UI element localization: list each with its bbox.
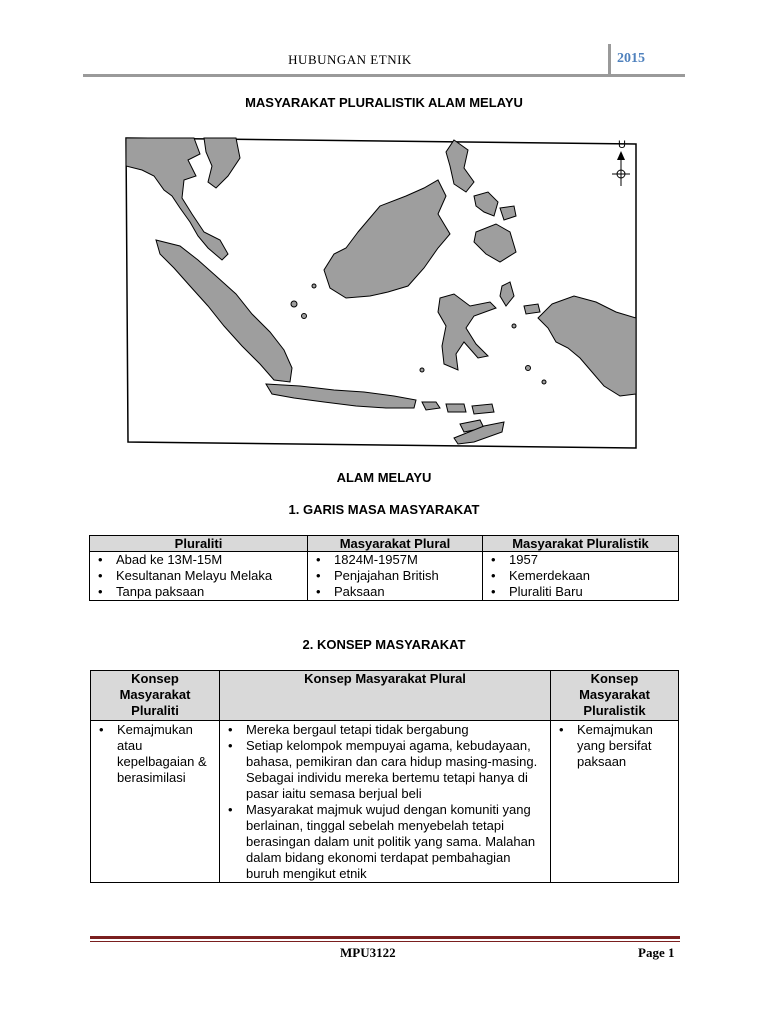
section2-heading: 2. KONSEP MASYARAKAT [302,637,466,652]
section1-heading: 1. GARIS MASA MASYARAKAT [288,502,480,517]
header-divider [608,44,611,76]
footer-page-number: Page 1 [638,945,675,960]
list-item: • Setiap kelompok mempuyai agama, kebudayaan, bahasa, pemikiran dan cara hidup masing-masing. Sebagai individu mereka bertemu tetapi hanya di pasar iaitu semasa berjual beli [226,738,544,802]
map-caption: ALAM MELAYU [336,470,432,485]
concept-table [90,670,679,883]
compass-label: U [618,139,626,151]
header-rule [83,74,685,77]
timeline-header-col1: Pluraliti [90,536,308,552]
list-item: • Kemerdekaan [489,568,672,584]
concept-header-col2: Konsep Masyarakat Plural [220,671,551,721]
list-item: • Paksaan [314,584,476,600]
timeline-table [89,535,679,601]
footer-course-code: MPU3122 [340,945,396,960]
timeline-cell [308,552,483,601]
main-title: MASYARAKAT PLURALISTIK ALAM MELAYU [245,95,523,110]
list-item: • Tanpa paksaan [96,584,301,600]
list-item: • Masyarakat majmuk wujud dengan komuniti yang berlainan, tinggal sebelah menyebelah tetapi berasingan dalam unit politik yang sama. Malahan dalam bidang ekonomi terdapat pembahagian buruh mengikut etnik [226,802,544,882]
list-item: • Kesultanan Melayu Melaka [96,568,301,584]
concept-cell [91,721,220,883]
footer-rule [90,936,680,939]
list-item: • 1957 [489,552,672,568]
concept-cell [551,721,679,883]
header-year: 2015 [617,51,645,66]
footer-rule-thin [90,941,680,942]
list-item: • Mereka bergaul tetapi tidak bergabung [226,722,544,738]
list-item: • Penjajahan British [314,568,476,584]
timeline-cell [90,552,308,601]
timeline-header-col2: Masyarakat Plural [308,536,483,552]
list-item: • 1824M-1957M [314,552,476,568]
timeline-header-col3: Masyarakat Pluralistik [483,536,679,552]
concept-header-col1: Konsep Masyarakat Pluraliti [91,671,220,721]
concept-cell [220,721,551,883]
header-title: HUBUNGAN ETNIK [288,52,412,67]
concept-header-col3: Konsep Masyarakat Pluralistik [551,671,679,721]
list-item: • Kemajmukan atau kepelbagaian & berasimilasi [97,722,213,786]
list-item: • Kemajmukan yang bersifat paksaan [557,722,672,770]
list-item: • Pluraliti Baru [489,584,672,600]
timeline-cell [483,552,679,601]
malay-archipelago-map [124,136,638,450]
list-item: • Abad ke 13M-15M [96,552,301,568]
